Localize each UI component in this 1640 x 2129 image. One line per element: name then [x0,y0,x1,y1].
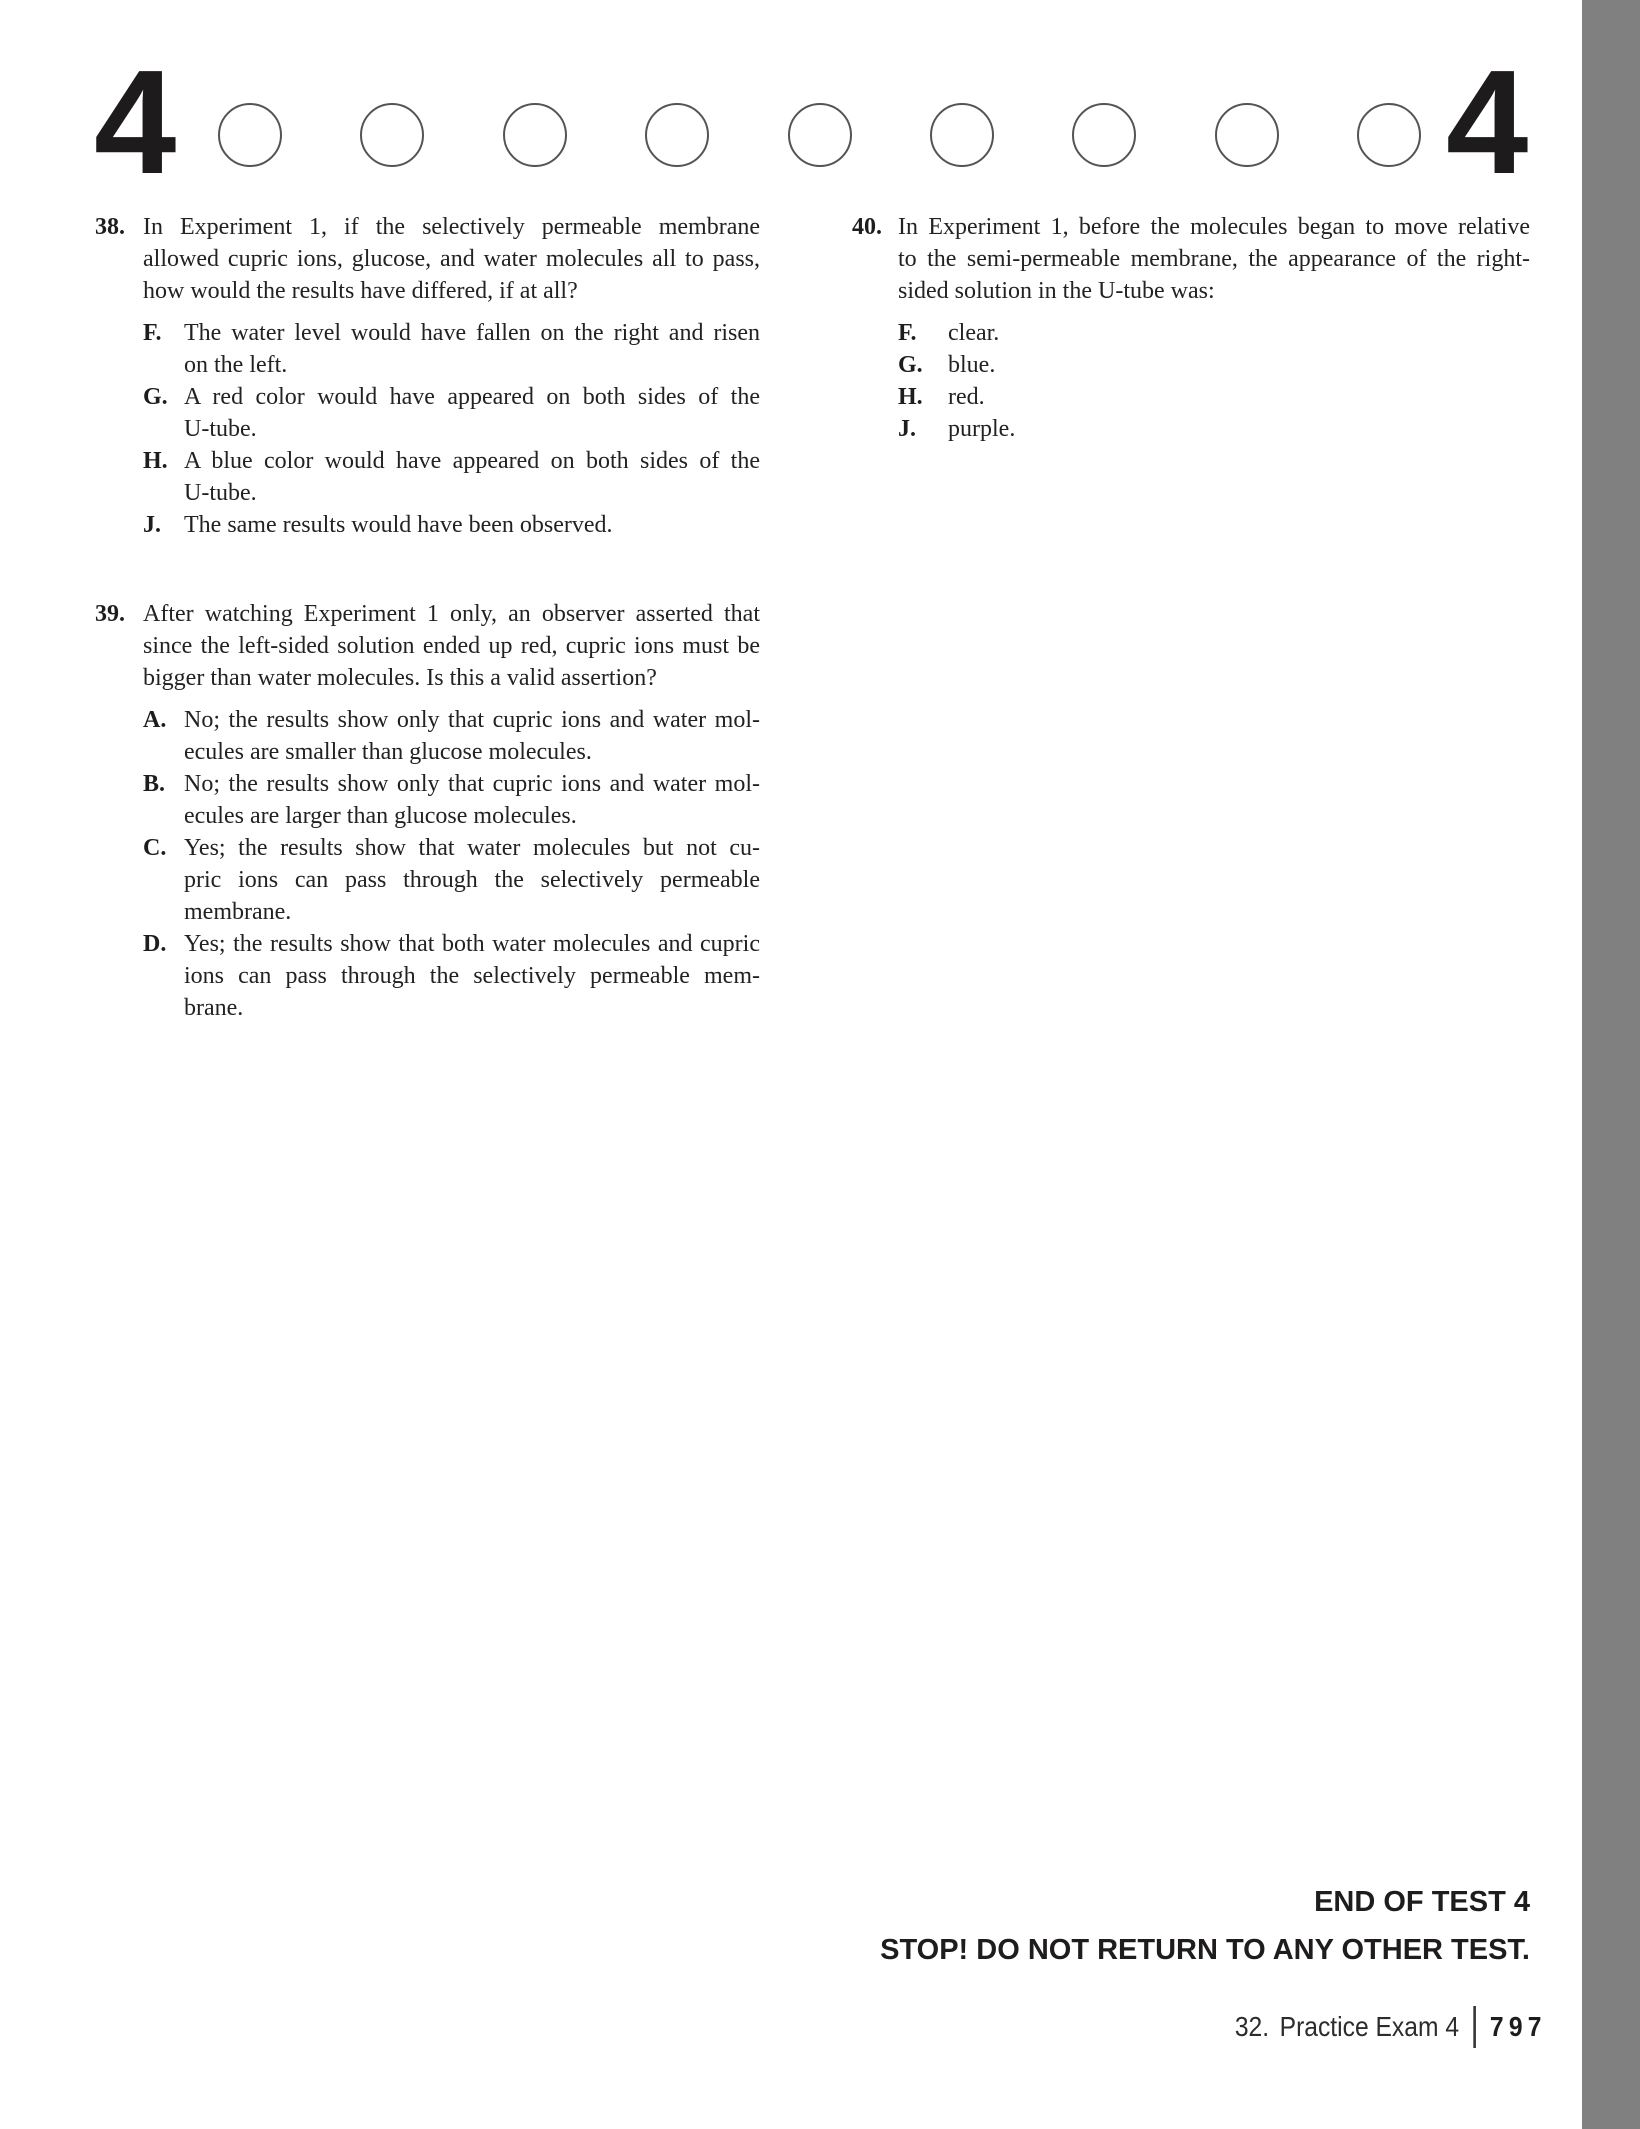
option-letter: H. [898,384,923,410]
answer-bubble [218,103,282,167]
option-row [898,317,1530,349]
chapter-title: Practice Exam 4 [1280,2011,1460,2042]
question-stem: In Experiment 1, if the selectively permeable membrane allowed cupric ions, glucose, and water molecules all to pass, how would the results have differed, if at all? [143,214,760,304]
question-number: 40. [852,214,882,240]
option-letter: J. [143,512,161,538]
chapter-number: 32. [1235,2011,1270,2042]
footer-divider [1474,2006,1477,2048]
answer-bubble [360,103,424,167]
option-list [898,317,1530,445]
option-row [143,445,760,509]
option-row [898,413,1530,445]
option-text: No; the results show only that cupric ions and water mol- ecules are smaller than glucose molecules. [184,707,760,765]
option-row [143,832,760,928]
option-text: blue. [948,352,996,378]
option-row [143,768,760,832]
option-row [898,349,1530,381]
option-text: A blue color would have appeared on both sides of the U-tube. [184,448,760,506]
left-question-column [95,211,760,1024]
option-list [143,317,760,541]
option-row [143,928,760,1024]
question-38 [95,211,760,541]
option-letter: B. [143,771,166,797]
option-letter: G. [143,384,168,410]
test-number-left: 4 [94,40,177,205]
page-footer [1235,2006,1548,2048]
stop-warning-label: STOP! DO NOT RETURN TO ANY OTHER TEST. [880,1934,1530,1966]
option-list [143,704,760,1024]
answer-bubble-row [218,103,1421,167]
chapter-reference [1235,2011,1459,2043]
question-number: 39. [95,601,125,627]
option-text: A red color would have appeared on both sides of the U-tube. [184,384,760,442]
page-edge-gray-bar [1582,0,1640,2129]
option-text: No; the results show only that cupric ions and water mol- ecules are larger than glucose molecules. [184,771,760,829]
option-row [143,317,760,381]
answer-bubble [930,103,994,167]
answer-bubble [503,103,567,167]
option-text: Yes; the results show that water molecules but not cu- pric ions can pass through the selectively permeable membrane. [184,835,760,925]
question-stem: In Experiment 1, before the molecules began to move relative to the semi-permeable membrane, the appearance of the right- sided solution in the U-tube was: [898,214,1530,304]
answer-bubble [1072,103,1136,167]
option-letter: A. [143,707,167,733]
question-number: 38. [95,214,125,240]
option-letter: G. [898,352,923,378]
test-number-right: 4 [1446,40,1529,205]
answer-bubble [1357,103,1421,167]
page-number: 797 [1490,2011,1548,2042]
answer-bubble [1215,103,1279,167]
option-text: The water level would have fallen on the right and risen on the left. [184,320,760,378]
answer-bubble [788,103,852,167]
option-text: The same results would have been observed. [184,512,613,538]
option-letter: C. [143,835,167,861]
option-letter: F. [143,320,162,346]
option-letter: H. [143,448,168,474]
option-letter: D. [143,931,167,957]
question-39 [95,598,760,1024]
option-text: clear. [948,320,1000,346]
option-row [143,704,760,768]
question-40 [852,211,1530,445]
option-letter: F. [898,320,917,346]
option-text: red. [948,384,985,410]
option-row [143,381,760,445]
answer-bubble [645,103,709,167]
question-stem: After watching Experiment 1 only, an observer asserted that since the left-sided solution ended up red, cupric ions must be bigger than water molecules. Is this a valid assertion? [143,601,760,691]
option-letter: J. [898,416,916,442]
right-question-column [852,211,1530,445]
end-of-test-label: END OF TEST 4 [1314,1886,1530,1918]
option-text: Yes; the results show that both water molecules and cupric ions can pass through the selectively permeable mem- brane. [184,931,760,1021]
option-row [898,381,1530,413]
end-of-test-block [880,1878,1530,1974]
option-row [143,509,760,541]
option-text: purple. [948,416,1016,442]
